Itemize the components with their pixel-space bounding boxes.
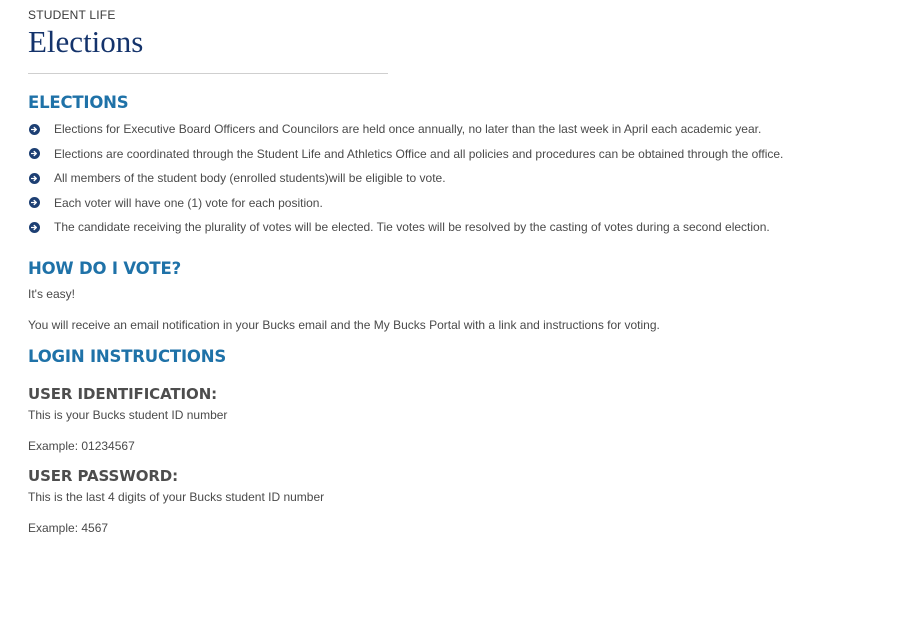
list-item	[28, 142, 888, 167]
how-do-i-vote-heading: HOW DO I VOTE?	[28, 258, 181, 278]
circle-arrow-right-icon	[29, 197, 40, 208]
user-password-description: This is the last 4 digits of your Bucks student ID number	[28, 489, 325, 504]
section-kicker: STUDENT LIFE	[28, 8, 116, 22]
user-identification-description: This is your Bucks student ID number	[28, 407, 228, 422]
elections-list	[28, 117, 888, 240]
list-item-text: Each voter will have one (1) vote for each position.	[54, 195, 323, 210]
list-item-text: All members of the student body (enrolled students)will be eligible to vote.	[54, 171, 446, 186]
voting-instructions-text: You will receive an email notification in your Bucks email and the My Bucks Portal with a link and instructions for voting.	[28, 317, 660, 332]
user-password-heading: USER PASSWORD:	[28, 466, 179, 485]
list-item-text: The candidate receiving the plurality of votes will be elected. Tie votes will be resolved by the casting of votes during a second election.	[54, 220, 770, 235]
list-item	[28, 191, 888, 216]
list-item	[28, 215, 888, 240]
circle-arrow-right-icon	[29, 148, 40, 159]
circle-arrow-right-icon	[29, 124, 40, 135]
list-item-text: Elections are coordinated through the Student Life and Athletics Office and all policies and procedures can be obtained through the office.	[54, 146, 784, 161]
login-instructions-heading: LOGIN INSTRUCTIONS	[28, 346, 227, 366]
circle-arrow-right-icon	[29, 173, 40, 184]
list-item	[28, 117, 888, 142]
user-password-example: Example: 4567	[28, 520, 109, 535]
elections-heading: ELECTIONS	[28, 93, 129, 112]
list-item-text: Elections for Executive Board Officers and Councilors are held once annually, no later than the last week in April each academic year.	[54, 122, 762, 137]
page-title: Elections	[28, 24, 144, 59]
easy-text: It's easy!	[28, 286, 75, 301]
user-identification-heading: USER IDENTIFICATION:	[28, 384, 218, 403]
user-identification-example: Example: 01234567	[28, 438, 135, 453]
circle-arrow-right-icon	[29, 222, 40, 233]
title-divider	[28, 73, 388, 74]
list-item	[28, 166, 888, 191]
